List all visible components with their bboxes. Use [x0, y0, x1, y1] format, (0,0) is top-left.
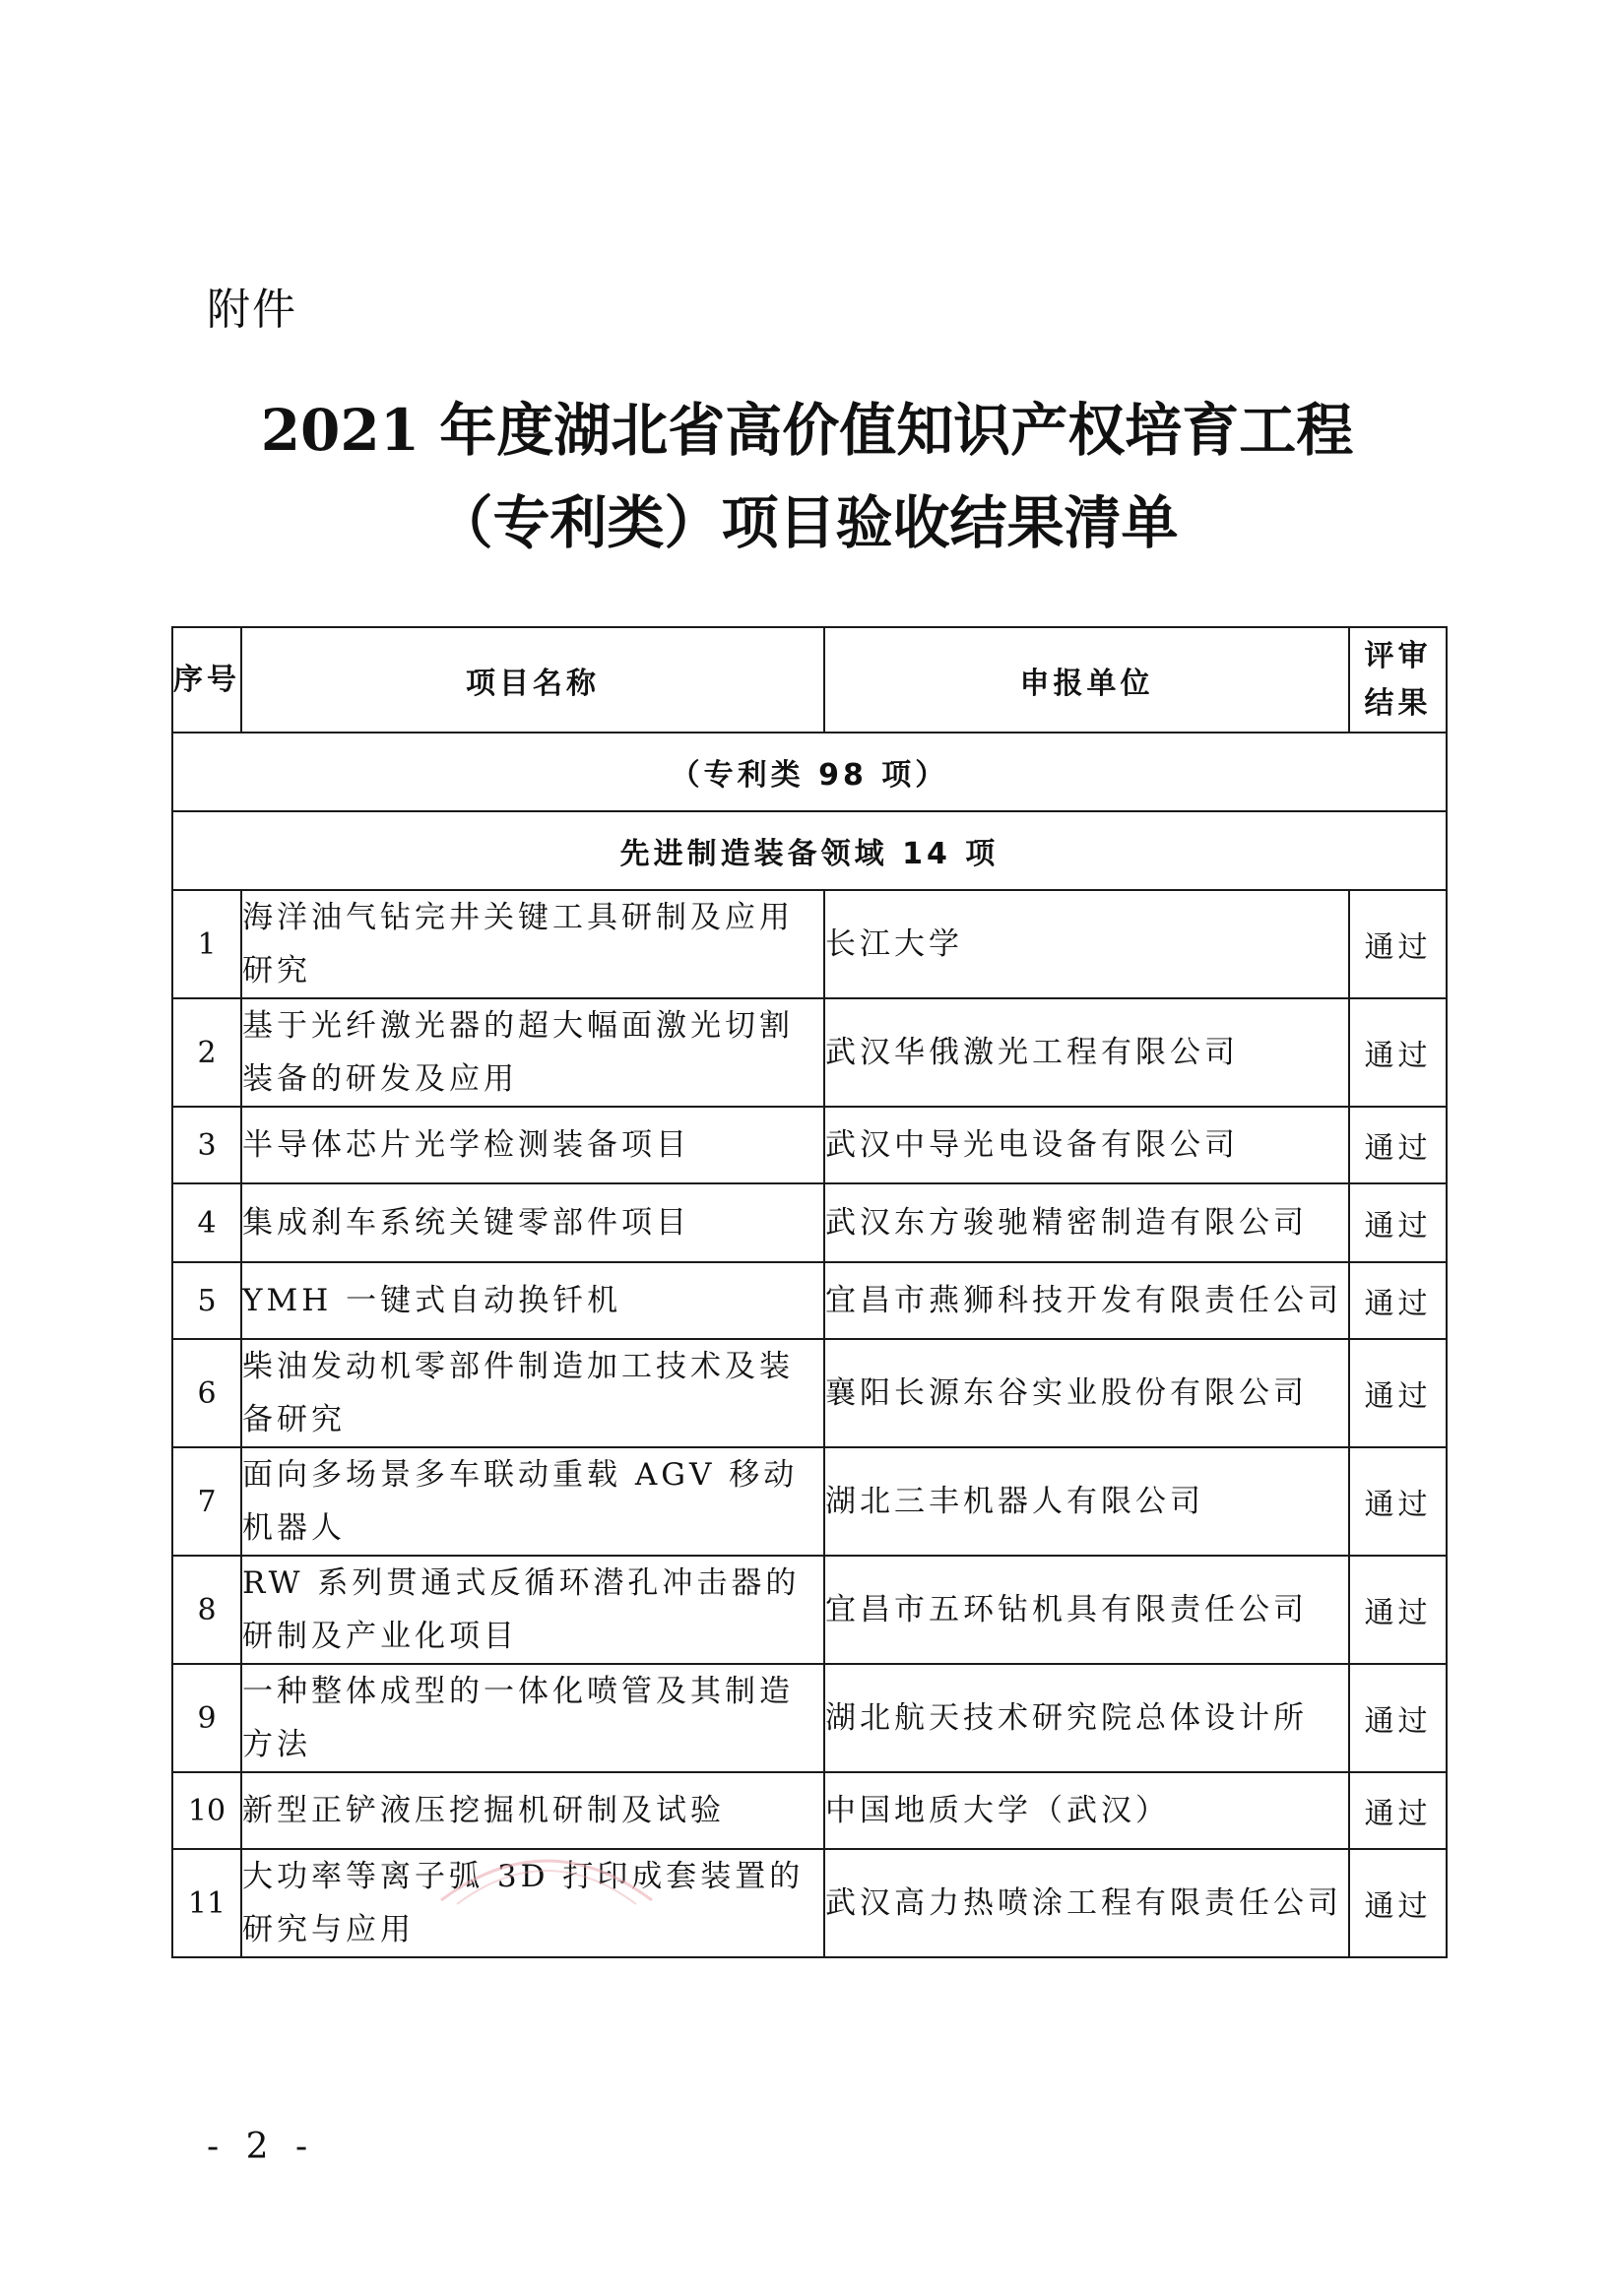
category-label: （专利类 98 项） — [172, 733, 1447, 811]
row-applicant-unit: 襄阳长源东谷实业股份有限公司 — [824, 1339, 1349, 1447]
row-project-name: 海洋油气钻完井关键工具研制及应用研究 — [241, 890, 824, 998]
row-project-name: 一种整体成型的一体化喷管及其制造方法 — [241, 1664, 824, 1772]
table-row — [172, 998, 1447, 1107]
table-row — [172, 1107, 1447, 1183]
row-applicant-unit: 长江大学 — [824, 890, 1349, 998]
category-row — [172, 733, 1447, 811]
table-header-row — [172, 627, 1447, 733]
document-title-line-2: （专利类）项目验收结果清单 — [435, 489, 1179, 556]
row-applicant-unit: 武汉中导光电设备有限公司 — [824, 1107, 1349, 1183]
table-row — [172, 890, 1447, 998]
row-project-name: YMH 一键式自动换钎机 — [241, 1262, 824, 1339]
row-project-name: 半导体芯片光学检测装备项目 — [241, 1107, 824, 1183]
results-table — [171, 626, 1448, 1958]
page-number: - 2 - — [207, 2127, 316, 2167]
row-no: 3 — [172, 1107, 241, 1183]
row-applicant-unit: 宜昌市五环钻机具有限责任公司 — [824, 1556, 1349, 1664]
table-row — [172, 1339, 1447, 1447]
row-no: 4 — [172, 1183, 241, 1262]
row-applicant-unit: 武汉华俄激光工程有限公司 — [824, 998, 1349, 1107]
row-result: 通过 — [1349, 1262, 1447, 1339]
row-applicant-unit: 湖北三丰机器人有限公司 — [824, 1447, 1349, 1556]
row-no: 11 — [172, 1849, 241, 1957]
row-result: 通过 — [1349, 1447, 1447, 1556]
row-no: 1 — [172, 890, 241, 998]
row-applicant-unit: 武汉高力热喷涂工程有限责任公司 — [824, 1849, 1349, 1957]
row-result: 通过 — [1349, 1772, 1447, 1849]
row-result: 通过 — [1349, 1556, 1447, 1664]
section-label: 先进制造装备领域 14 项 — [172, 811, 1447, 890]
row-project-name: 基于光纤激光器的超大幅面激光切割装备的研发及应用 — [241, 998, 824, 1107]
row-project-name: 集成刹车系统关键零部件项目 — [241, 1183, 824, 1262]
row-no: 2 — [172, 998, 241, 1107]
row-no: 8 — [172, 1556, 241, 1664]
table-row — [172, 1262, 1447, 1339]
row-no: 9 — [172, 1664, 241, 1772]
column-header-no: 序号 — [172, 627, 241, 733]
row-result: 通过 — [1349, 1183, 1447, 1262]
table-row — [172, 1183, 1447, 1262]
row-result: 通过 — [1349, 1849, 1447, 1957]
row-project-name: 大功率等离子弧 3D 打印成套装置的研究与应用 — [241, 1849, 824, 1957]
table-row — [172, 1664, 1447, 1772]
table-row — [172, 1849, 1447, 1957]
row-project-name: 新型正铲液压挖掘机研制及试验 — [241, 1772, 824, 1849]
row-no: 7 — [172, 1447, 241, 1556]
row-applicant-unit: 宜昌市燕狮科技开发有限责任公司 — [824, 1262, 1349, 1339]
section-row — [172, 811, 1447, 890]
row-project-name: 柴油发动机零部件制造加工技术及装备研究 — [241, 1339, 824, 1447]
column-header-result: 评审结果 — [1349, 627, 1447, 733]
table-row — [172, 1447, 1447, 1556]
row-project-name: RW 系列贯通式反循环潜孔冲击器的研制及产业化项目 — [241, 1556, 824, 1664]
column-header-name: 项目名称 — [241, 627, 824, 733]
row-result: 通过 — [1349, 1107, 1447, 1183]
column-header-unit: 申报单位 — [824, 627, 1349, 733]
row-project-name: 面向多场景多车联动重载 AGV 移动机器人 — [241, 1447, 824, 1556]
row-result: 通过 — [1349, 998, 1447, 1107]
row-applicant-unit: 中国地质大学（武汉） — [824, 1772, 1349, 1849]
faint-seal-stamp — [433, 1831, 660, 1910]
row-result: 通过 — [1349, 890, 1447, 998]
table-row — [172, 1772, 1447, 1849]
table-row — [172, 1556, 1447, 1664]
attachment-label: 附件 — [207, 285, 297, 335]
row-result: 通过 — [1349, 1664, 1447, 1772]
row-applicant-unit: 湖北航天技术研究院总体设计所 — [824, 1664, 1349, 1772]
row-no: 5 — [172, 1262, 241, 1339]
row-applicant-unit: 武汉东方骏驰精密制造有限公司 — [824, 1183, 1349, 1262]
document-title-line-1: 2021 年度湖北省高价值知识产权培育工程 — [260, 397, 1354, 464]
row-no: 6 — [172, 1339, 241, 1447]
row-result: 通过 — [1349, 1339, 1447, 1447]
row-no: 10 — [172, 1772, 241, 1849]
